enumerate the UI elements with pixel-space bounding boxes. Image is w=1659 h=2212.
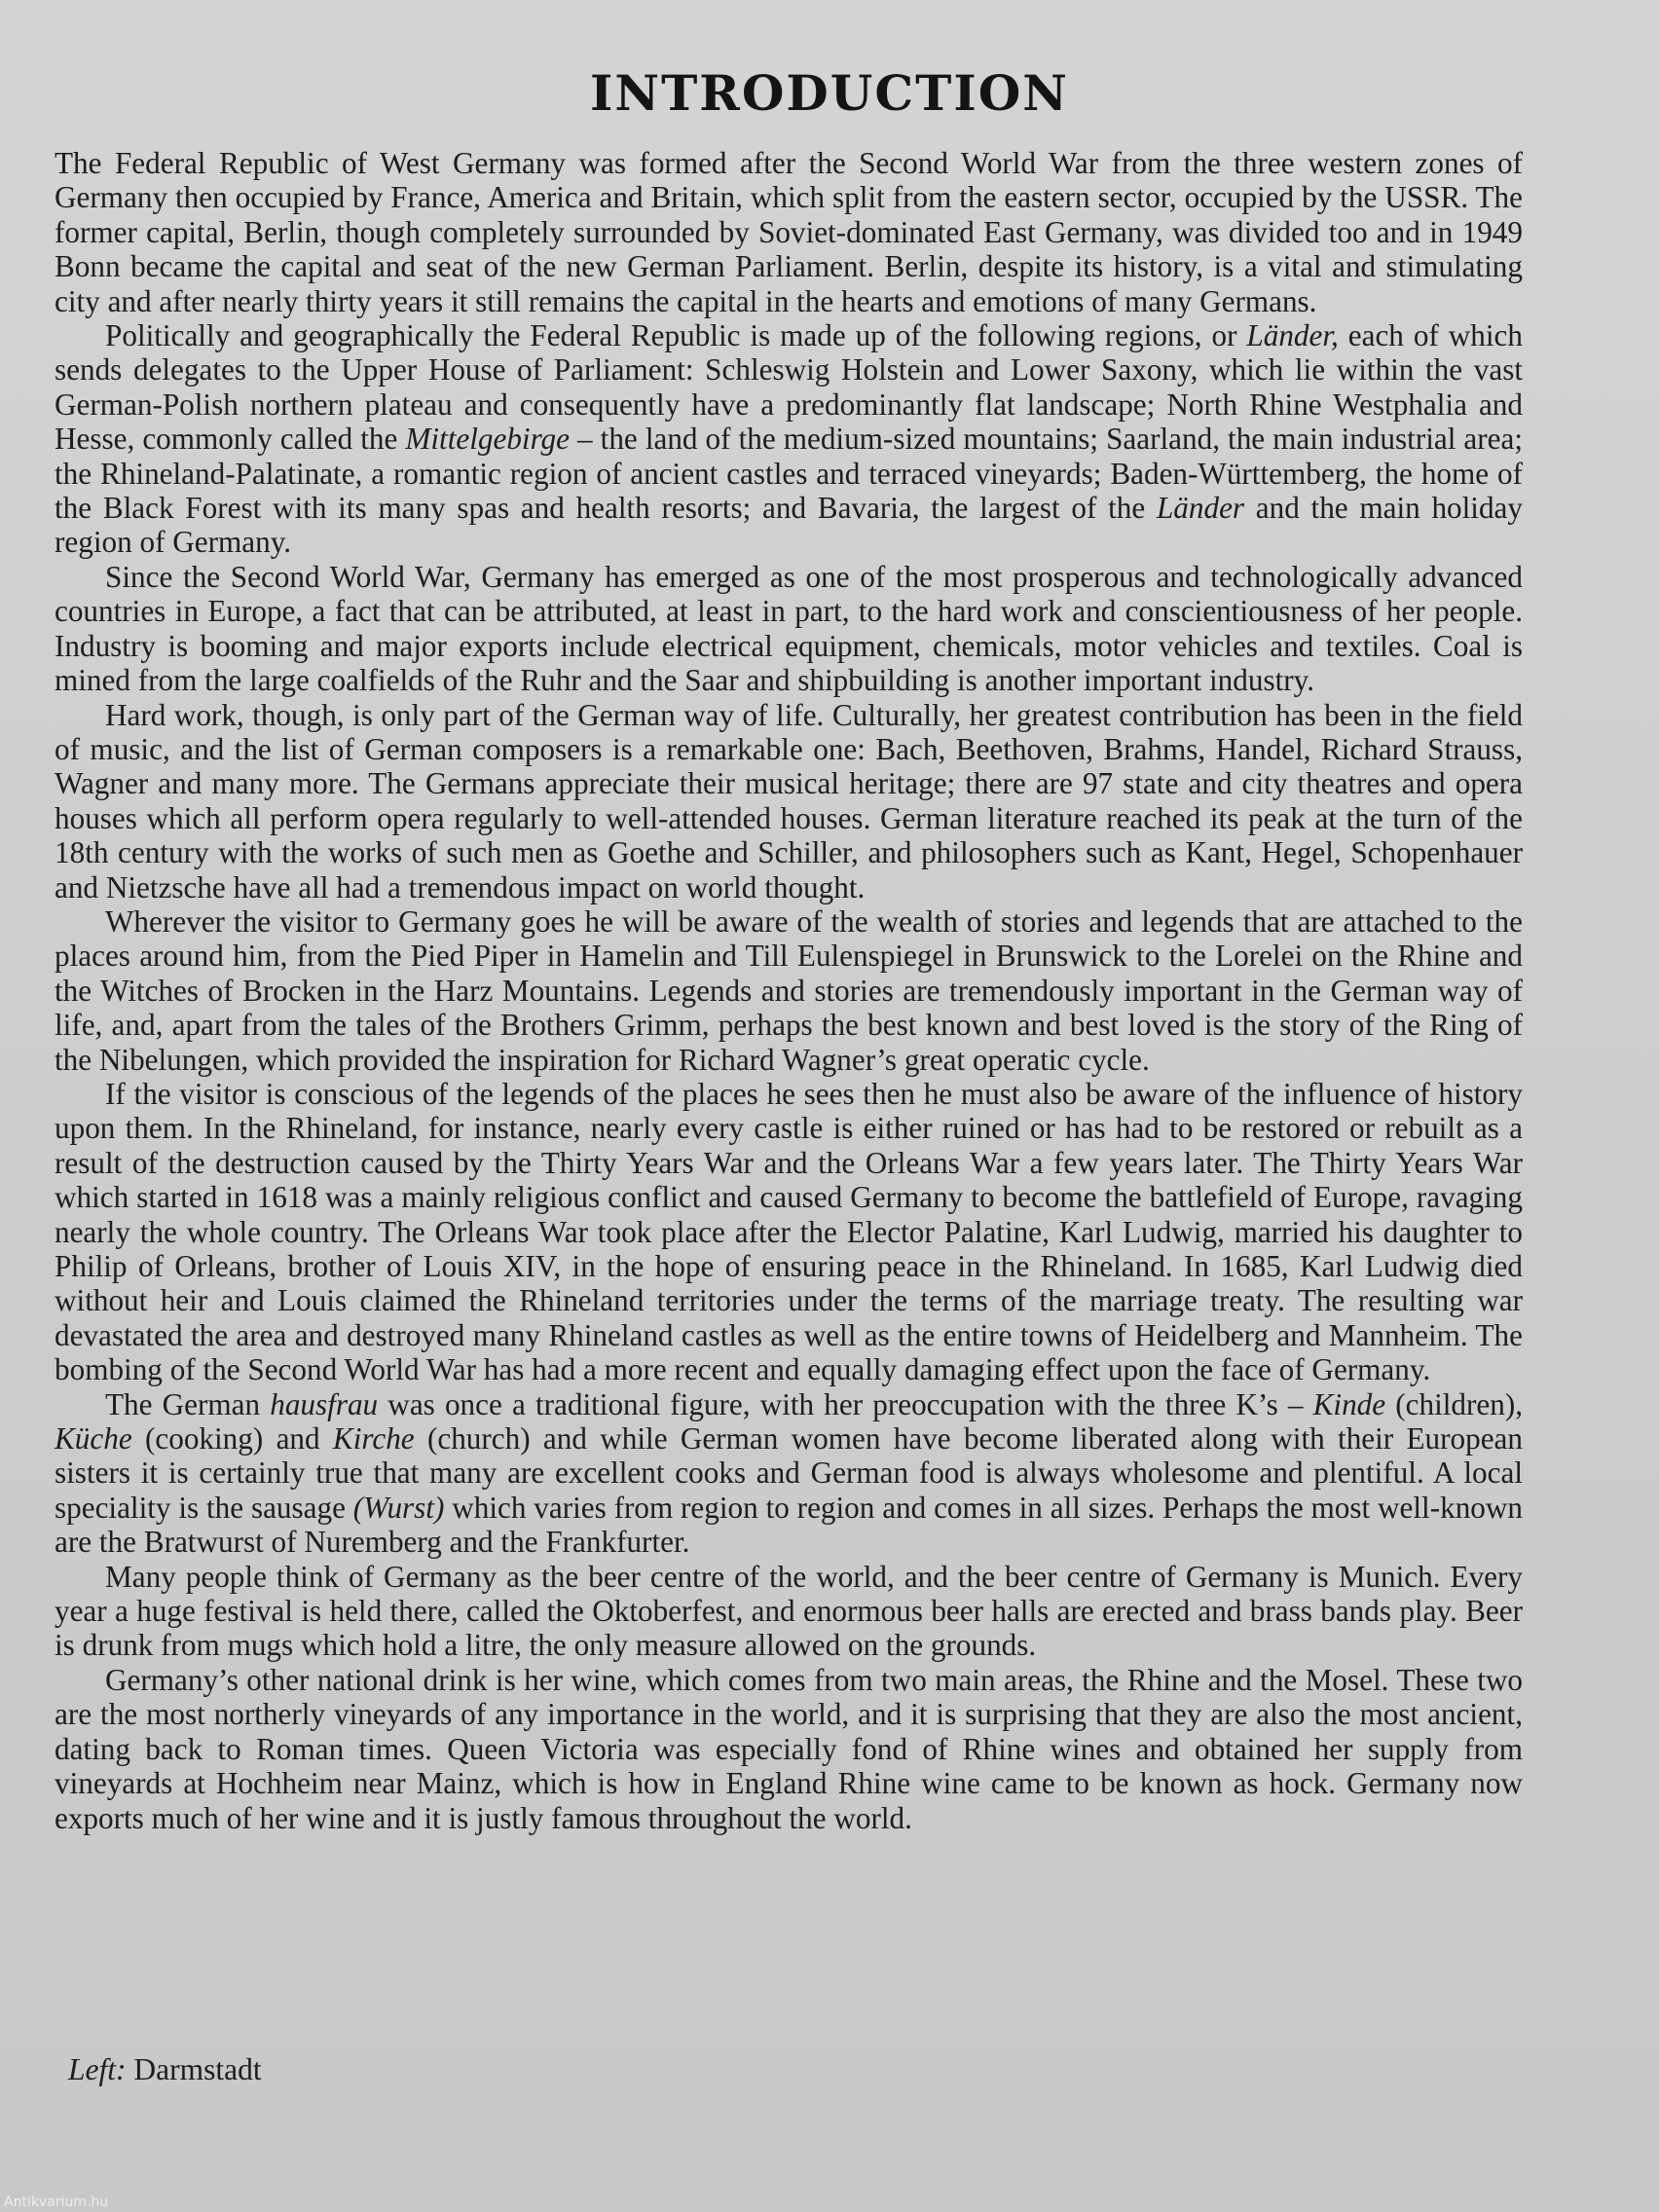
italic-term: (Wurst)	[352, 1490, 445, 1525]
italic-term: Küche	[55, 1421, 132, 1456]
body-paragraph	[55, 1560, 1523, 1663]
body-paragraph	[55, 698, 1523, 904]
page-title: INTRODUCTION	[589, 64, 1070, 122]
paragraph-text: each of which sends delegates to the Upper House of Parliament: Schleswig Holstein and Lower Saxony, which lie within the vast German-Polish northern plateau and consequently have a predominantly flat landscape; North Rhine Westphalia and Hesse, commonly called the	[55, 318, 1523, 457]
body-paragraph	[55, 318, 1523, 560]
watermark: Antikvarium.hu	[4, 2194, 109, 2210]
caption-text: Darmstadt	[126, 2052, 262, 2086]
body-paragraph	[55, 904, 1523, 1077]
paragraph-text: The Federal Republic of West Germany was formed after the Second World War from the three western zones of Germany then occupied by France, America and Britain, which split from the eastern sector, occupied by the USSR. The former capital, Berlin, though completely surrounded by Soviet-dominated East Germany, was divided too and in 1949 Bonn became the capital and seat of the new German Parliament. Berlin, despite its history, is a vital and stimulating city and after nearly thirty years it still remains the capital in the hearts and emotions of many Germans.	[55, 146, 1523, 318]
body-paragraph	[55, 146, 1523, 318]
paragraph-text: (children),	[1385, 1386, 1524, 1421]
paragraph-text: Hard work, though, is only part of the German way of life. Culturally, her greatest contribution has been in the field of music, and the list of German composers is a remarkable one: Bach, Beethoven, Brahms, Handel, Richard Strauss, Wagner and many more. The Germans appreciate their musical heritage; there are 97 state and city theatres and opera houses which all perform opera regularly to well-attended houses. German literature reached its peak at the turn of the 18th century with the works of such men as Goethe and Schiller, and philosophers such as Kant, Hegel, Schopenhauer and Nietzsche have all had a tremendous impact on world thought.	[55, 697, 1523, 904]
body-paragraph	[55, 560, 1523, 698]
paragraph-text: Since the Second World War, Germany has emerged as one of the most prosperous and technologically advanced countries in Europe, a fact that can be attributed, at least in part, to the hard work and conscientiousness of her people. Industry is booming and major exports include electrical equipment, chemicals, motor vehicles and textiles. Coal is mined from the large coalfields of the Ruhr and the Saar and shipbuilding is another important industry.	[55, 559, 1523, 698]
paragraph-text: Germany’s other national drink is her wine, which comes from two main areas, the Rhine and the Mosel. These two are the most northerly vineyards of any importance in the world, and it is surprising that they are also the most ancient, dating back to Roman times. Queen Victoria was especially fond of Rhine wines and obtained her supply from vineyards at Hochheim near Mainz, which is how in England Rhine wine came to be known as hock. Germany now exports much of her wine and it is justly famous throughout the world.	[55, 1662, 1523, 1835]
paragraph-text: If the visitor is conscious of the legends of the places he sees then he must also be aware of the influence of history upon them. In the Rhineland, for instance, nearly every castle is either ruined or has had to be restored or rebuilt as a result of the destruction caused by the Thirty Years War and the Orleans War a few years later. The Thirty Years War which started in 1618 was a mainly religious conflict and caused Germany to become the battlefield of Europe, ravaging nearly the whole country. The Orleans War took place after the Elector Palatine, Karl Ludwig, married his daughter to Philip of Orleans, brother of Louis XIV, in the hope of ensuring peace in the Rhineland. In 1685, Karl Ludwig died without heir and Louis claimed the Rhineland territories under the terms of the marriage treaty. The resulting war devastated the area and destroyed many Rhineland castles as well as the entire towns of Heidelberg and Mannheim. The bombing of the Second World War has had a more recent and equally damaging effect upon the face of Germany.	[55, 1076, 1523, 1387]
paragraph-text: (church) and while German women have become liberated along with their European sisters it is certainly true that many are excellent cooks and German food is always wholesome and plentiful. A local speciality is the sausage	[55, 1421, 1523, 1525]
body-paragraph	[55, 1077, 1523, 1387]
italic-term: Mittelgebirge	[405, 422, 570, 457]
photo-caption	[68, 2052, 262, 2087]
paragraph-text: (cooking) and	[131, 1421, 333, 1456]
body-paragraph	[55, 1387, 1523, 1560]
paragraph-text: was once a traditional figure, with her preoccupation with the three K’s –	[378, 1386, 1313, 1421]
paragraph-text: Politically and geographically the Federal Republic is made up of the following regions, or	[105, 318, 1247, 353]
italic-term: Länder,	[1246, 318, 1339, 353]
italic-term: Länder	[1156, 491, 1245, 526]
body-paragraph	[55, 1663, 1523, 1835]
paragraph-text: which varies from region to region and comes in all sizes. Perhaps the most well-known are the Bratwurst of Nuremberg and the Frankfurter.	[55, 1490, 1523, 1560]
paragraph-text: Wherever the visitor to Germany goes he will be aware of the wealth of stories and legends that are attached to the places around him, from the Pied Piper in Hamelin and Till Eulenspiegel in Brunswick to the Lorelei on the Rhine and the Witches of Brocken in the Harz Mountains. Legends and stories are tremendously important in the German way of life, and, apart from the tales of the Brothers Grimm, perhaps the best known and best loved is the story of the Ring of the Nibelungen, which provided the inspiration for Richard Wagner’s great operatic cycle.	[55, 903, 1523, 1077]
paragraph-text: – the land of the medium-sized mountains; Saarland, the main industrial area; the Rhineland-Palatinate, a romantic region of ancient castles and terraced vineyards; Baden-Württemberg, the home of the Black Forest with its many spas and health resorts; and Bavaria, the largest of the	[55, 422, 1524, 526]
italic-term: hausfrau	[270, 1386, 379, 1421]
paragraph-text: and the main holiday region of Germany.	[55, 491, 1523, 560]
introduction-body	[55, 146, 1523, 1835]
caption-label: Left:	[68, 2052, 127, 2086]
italic-term: Kinde	[1312, 1386, 1386, 1421]
paragraph-text: Many people think of Germany as the beer centre of the world, and the beer centre of Germany is Munich. Every year a huge festival is held there, called the Oktoberfest, and enormous beer halls are erected and brass bands play. Beer is drunk from mugs which hold a litre, the only measure allowed on the grounds.	[55, 1559, 1523, 1663]
paragraph-text: The German	[105, 1386, 271, 1421]
italic-term: Kirche	[332, 1421, 415, 1456]
